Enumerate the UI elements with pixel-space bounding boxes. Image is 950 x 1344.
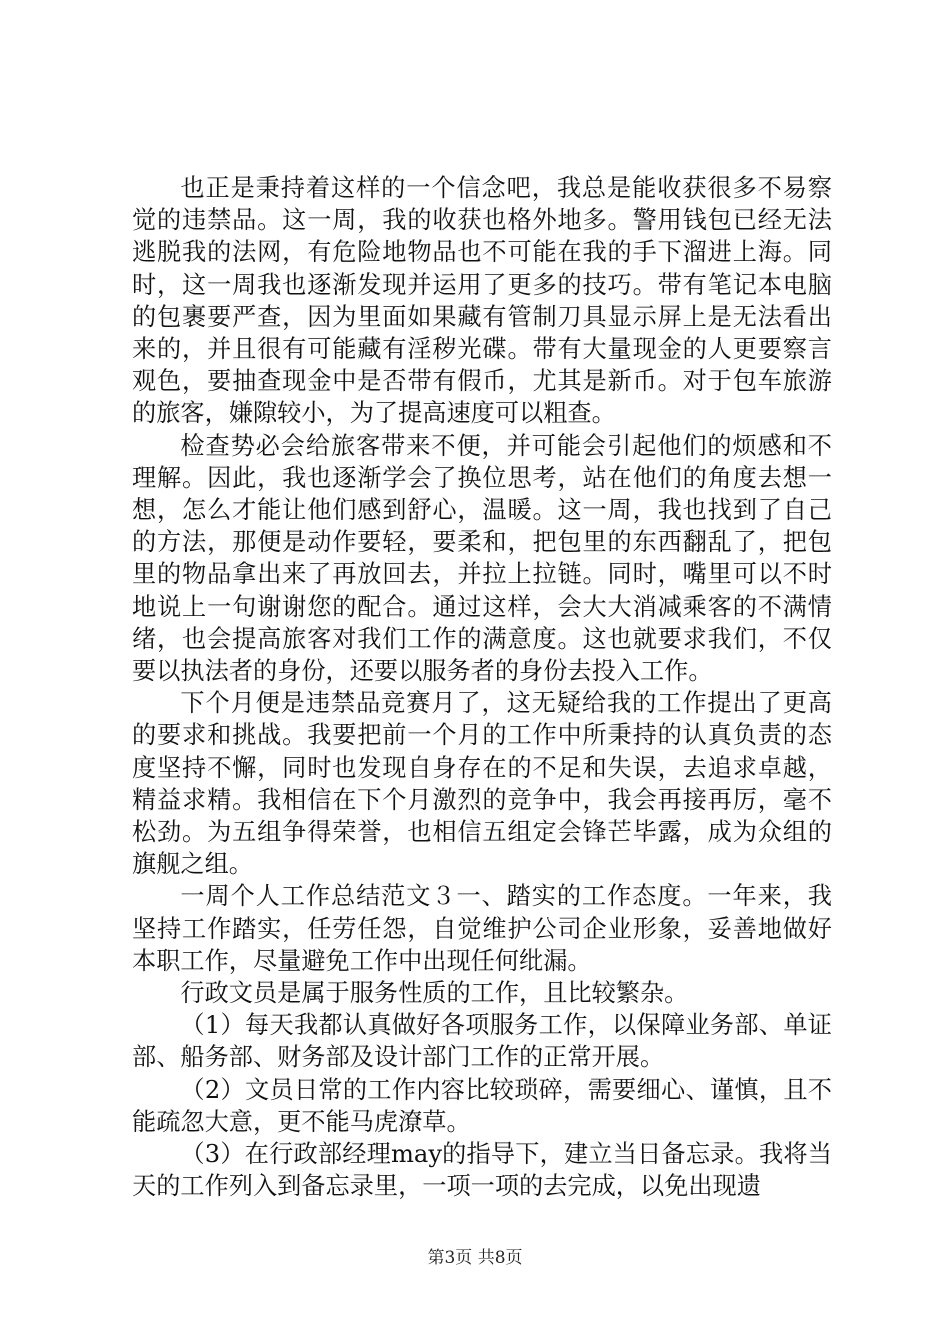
paragraph-7: （2）文员日常的工作内容比较琐碎，需要细心、谨慎，且不能疏忽大意，更不能马虎潦草。 <box>132 1075 832 1136</box>
paragraph-6: （1）每天我都认真做好各项服务工作，以保障业务部、单证部、船务部、财务部及设计部门工作的正常开展。 <box>132 1011 832 1072</box>
paragraph-5: 行政文员是属于服务性质的工作，且比较繁杂。 <box>180 979 689 1008</box>
document-body <box>132 172 832 1203</box>
paragraph-3: 下个月便是违禁品竞赛月了，这无疑给我的工作提出了更高的要求和挑战。我要把前一个月的工作中所秉持的认真负责的态度坚持不懈，同时也发现自身存在的不足和失误，去追求卓越，精益求精。我相信在下个月激烈的竞争中，我会再接再厉，毫不松劲。为五组争得荣誉，也相信五组定会锋芒毕露，成为众组的旗舰之组。 <box>132 689 832 879</box>
paragraph-1: 也正是秉持着这样的一个信念吧，我总是能收获很多不易察觉的违禁品。这一周，我的收获也格外地多。警用钱包已经无法逃脱我的法网，有危险地物品也不可能在我的手下溜进上海。同时，这一周我也逐渐发现并运用了更多的技巧。带有笔记本电脑的包裹要严查，因为里面如果藏有管制刀具显示屏上是无法看出来的，并且很有可能藏有淫秽光碟。带有大量现金的人更要察言观色，要抽查现金中是否带有假币，尤其是新币。对于包车旅游的旅客，嫌隙较小，为了提高速度可以粗查。 <box>132 174 832 428</box>
paragraph-4: 一周个人工作总结范文３一、踏实的工作态度。一年来，我坚持工作踏实，任劳任怨，自觉维护公司企业形象，妥善地做好本职工作，尽量避免工作中出现任何纰漏。 <box>132 882 832 975</box>
page-number-footer: 第3页 共8页 <box>427 1248 523 1268</box>
paragraph-8: （3）在行政部经理may的指导下，建立当日备忘录。我将当天的工作列入到备忘录里，一项一项的去完成，以免出现遗 <box>132 1140 832 1201</box>
paragraph-2: 检查势必会给旅客带来不便，并可能会引起他们的烦感和不理解。因此，我也逐渐学会了换位思考，站在他们的角度去想一想，怎么才能让他们感到舒心，温暖。这一周，我也找到了自己的方法，那便是动作要轻，要柔和，把包里的东西翻乱了，把包里的物品拿出来了再放回去，并拉上拉链。同时，嘴里可以不时地说上一句谢谢您的配合。通过这样，会大大消减乘客的不满情绪，也会提高旅客对我们工作的满意度。这也就要求我们，不仅要以执法者的身份，还要以服务者的身份去投入工作。 <box>132 431 832 686</box>
